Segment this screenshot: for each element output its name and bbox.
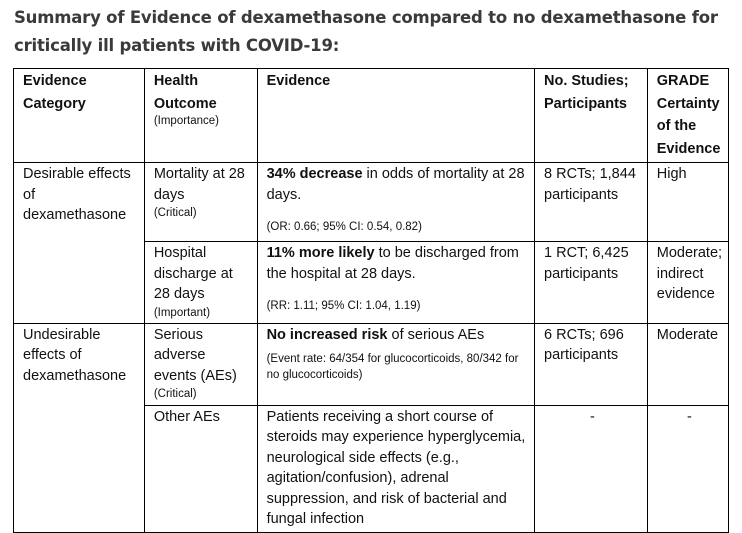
table-row <box>14 163 729 242</box>
outcome-cell <box>144 323 257 405</box>
header-category-line2: Category <box>23 95 86 112</box>
table-row <box>14 323 729 405</box>
outcome-name: Serious adverse events (AEs) <box>153 326 237 384</box>
header-grade-line4: Evidence <box>656 140 721 157</box>
category-cell-undesirable: Undesirable effects of dexamethasone <box>14 323 145 532</box>
header-importance-note: (Importance) <box>153 115 219 127</box>
header-studies-participants <box>535 69 648 163</box>
outcome-cell <box>144 242 257 324</box>
evidence-cell <box>257 163 534 242</box>
header-outcome-line2: Outcome <box>153 95 217 112</box>
importance-label: (Critical) <box>153 388 197 400</box>
evidence-highlight: 34% decrease <box>266 166 363 182</box>
header-outcome-line1: Health <box>153 73 199 89</box>
studies-cell: 6 RCTs; 696 participants <box>535 323 648 405</box>
header-studies-line1: No. Studies; <box>544 73 629 89</box>
importance-label: (Important) <box>153 306 211 319</box>
grade-cell: High <box>647 163 728 242</box>
evidence-cell <box>257 323 534 405</box>
category-cell-desirable: Desirable effects of dexamethasone <box>14 163 145 324</box>
studies-cell: - <box>535 405 648 532</box>
header-grade-line1: GRADE <box>656 73 710 89</box>
outcome-name: Other AEs <box>153 408 220 425</box>
outcome-cell <box>144 163 257 242</box>
outcome-name: Hospital discharge at 28 days <box>153 245 233 302</box>
importance-label: (Critical) <box>153 207 197 219</box>
grade-cell: Moderate <box>647 323 728 405</box>
evidence-statistic: (Event rate: 64/354 for glucocorticoids, 80/342 for no glucocorticoids) <box>266 353 519 381</box>
grade-cell: - <box>647 405 728 532</box>
evidence-text: of serious AEs <box>387 326 485 343</box>
evidence-highlight: No increased risk <box>266 326 388 343</box>
evidence-highlight: 11% more likely <box>266 245 375 261</box>
header-evidence-category <box>14 69 145 163</box>
evidence-statistic: (OR: 0.66; 95% CI: 0.54, 0.82) <box>266 221 422 233</box>
evidence-summary-table <box>13 68 729 533</box>
evidence-statistic: (RR: 1.11; 95% CI: 1.04, 1.19) <box>266 300 421 312</box>
header-studies-line2: Participants <box>544 95 627 112</box>
evidence-cell <box>257 242 534 324</box>
header-category-line1: Evidence <box>23 73 87 89</box>
header-grade-certainty <box>647 69 728 163</box>
evidence-cell: Patients receiving a short course of steroids may experience hyperglycemia, neurological side effects (e.g., agitation/confusion), adrenal suppression, and risk of bacterial and fungal infection <box>257 405 534 532</box>
header-grade-line3: of the <box>656 118 697 134</box>
page-title: Summary of Evidence of dexamethasone compared to no dexamethasone for critically ill patients with COVID-19: <box>14 8 718 55</box>
header-health-outcome <box>144 69 257 163</box>
header-evidence: Evidence <box>257 69 534 163</box>
evidence-text: to be discharged from the hospital at 28 days. <box>266 245 519 282</box>
grade-cell: Moderate; indirect evidence <box>647 242 728 324</box>
studies-cell: 1 RCT; 6,425 participants <box>535 242 648 324</box>
outcome-cell <box>144 405 257 532</box>
header-grade-line2: Certainty <box>656 95 720 112</box>
studies-cell: 8 RCTs; 1,844 participants <box>535 163 648 242</box>
table-header-row <box>14 69 729 163</box>
outcome-name: Mortality at 28 days <box>153 166 245 203</box>
evidence-text: in odds of mortality at 28 days. <box>266 166 525 203</box>
